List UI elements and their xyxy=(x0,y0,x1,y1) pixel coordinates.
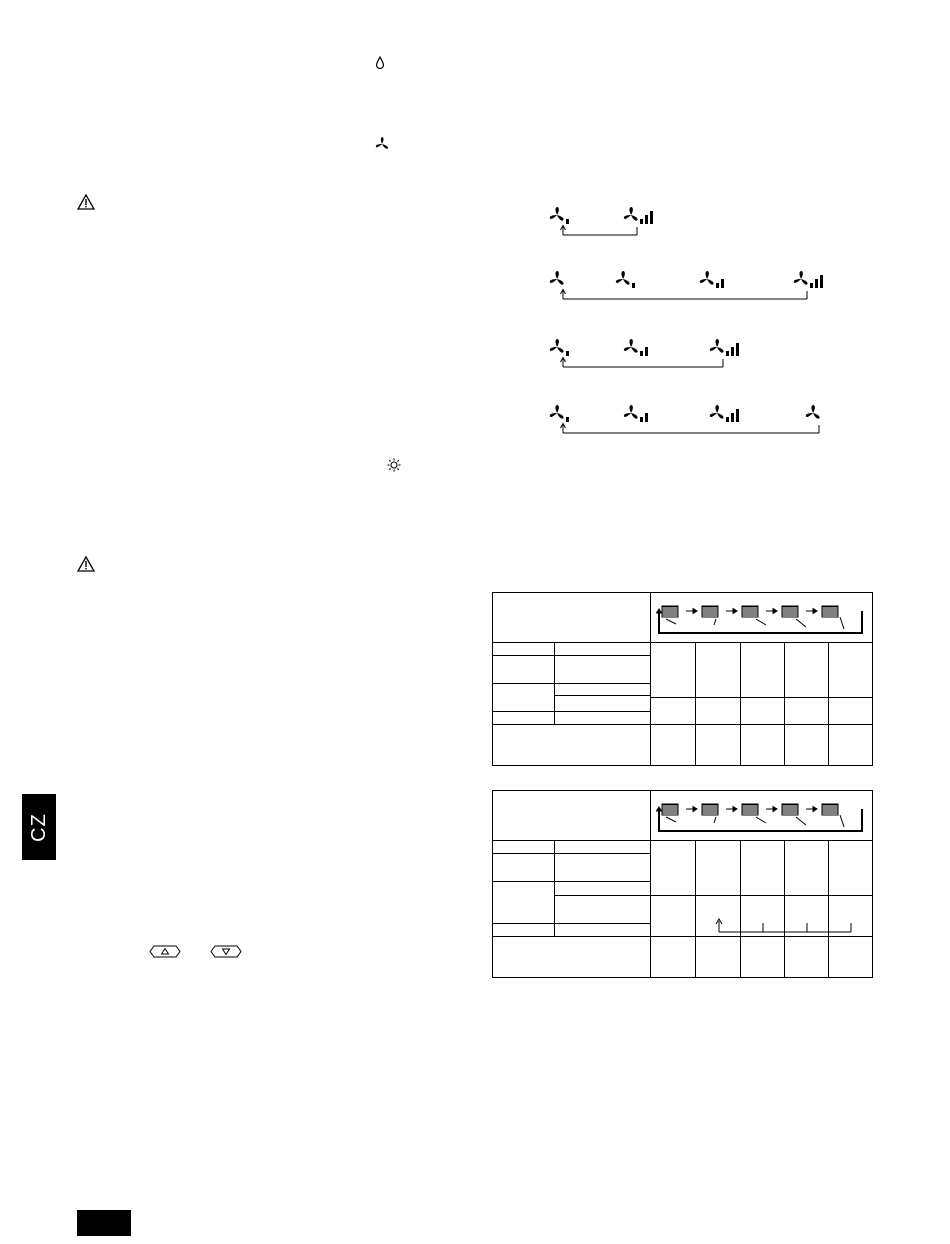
vane-cycle-diagram xyxy=(656,801,868,837)
vane-table-2 xyxy=(492,790,873,978)
fan-cycle-arrow xyxy=(558,421,824,437)
sun-icon xyxy=(387,458,401,472)
warning-triangle-icon xyxy=(77,556,95,572)
vane-cycle-diagram xyxy=(656,603,868,639)
fan-cycle-arrow xyxy=(558,355,728,371)
language-tab-label: CZ xyxy=(27,812,50,842)
fan-cycle-arrow xyxy=(558,287,812,303)
page-number-box xyxy=(77,1210,131,1236)
swing-cycle-arrow xyxy=(713,915,855,935)
vane-table-1 xyxy=(492,592,873,766)
warning-triangle-icon xyxy=(77,194,95,210)
fan-icon xyxy=(374,136,390,152)
fan-cycle-arrow xyxy=(558,223,642,239)
language-tab xyxy=(22,794,56,860)
down-arrow-key-icon xyxy=(210,945,242,958)
up-arrow-key-icon xyxy=(149,945,181,958)
drop-icon xyxy=(375,56,385,69)
